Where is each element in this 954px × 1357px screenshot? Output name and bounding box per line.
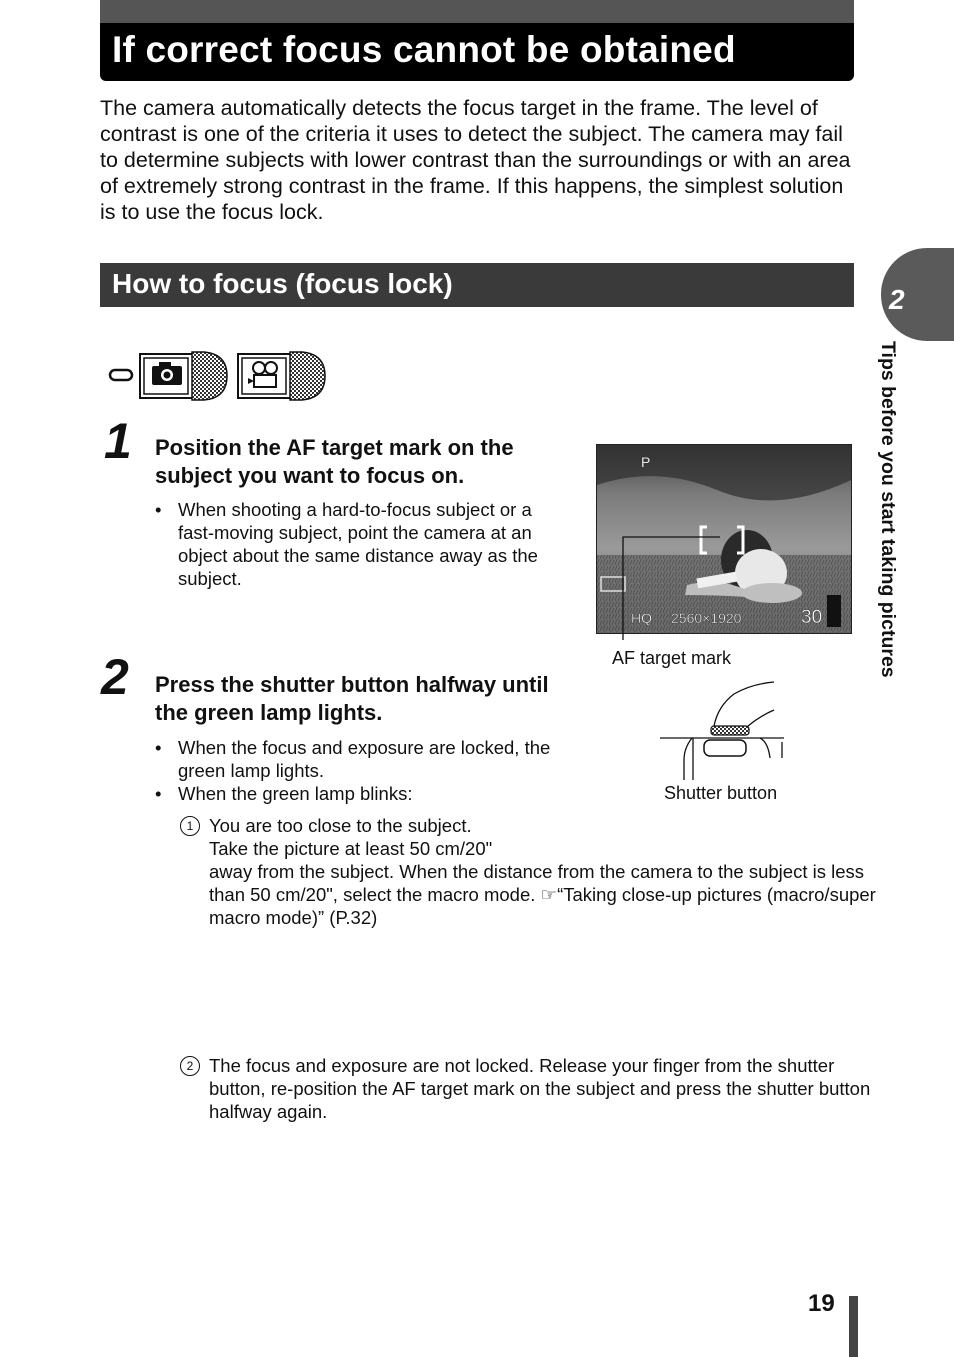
sub-item-line: You are too close to the subject. [209,815,472,836]
camera-icon [140,352,227,400]
sub-item-text: The focus and exposure are not locked. Release your finger from the shutter button, re-position the AF target mark on the subject and press the shutter button halfway again. [209,1055,871,1122]
af-leader-line [610,535,730,645]
step-bullets [155,736,575,805]
step-title: Position the AF target mark on the subject you want to focus on. [155,435,514,488]
step-number: 1 [104,413,132,469]
section-title: How to focus (focus lock) [112,268,453,299]
section-bar [100,263,854,307]
intro-paragraph: The camera automatically detects the focus target in the frame. The level of contrast is one of the criteria it uses to detect the subject. The camera may fail to determine subjects with lower contrast than the surroundings or with an area of extremely strong contrast in the frame. If this happens, the simplest solution is to use the focus lock. [100,96,851,224]
sub-item-2 [180,1054,889,1123]
reference-icon: ☞ [540,884,558,905]
lcd-mode: P [641,454,651,470]
sub-item-text: away from the subject. When the distance from the camera to the subject is less than 50 cm/20", select the macro mode. ☞“Taking close-up pictures (macro/super macro mode)” (P.32) [209,861,876,928]
af-target-caption: AF target mark [612,648,732,668]
bullet-item: • When the focus and exposure are locked, the green lamp lights. [155,737,551,781]
shutter-button-caption: Shutter button [664,783,778,803]
mode-dial-icons [108,348,328,404]
lcd-frames: 30 [801,607,823,628]
page-number: 19 [808,1290,835,1317]
page-reference[interactable]: “Taking close-up pictures (macro/super macro mode)” (P.32) [209,884,876,928]
circled-number: 1 [180,816,200,836]
circled-number: 2 [180,1056,200,1076]
sub-item-line: Take the picture at least 50 cm/20" [209,838,493,859]
chapter-number: 2 [889,284,905,315]
lcd-battery-icon [827,595,841,627]
movie-camera-icon [238,352,325,400]
page-edge-bar [849,1296,858,1357]
title-bar [100,0,854,81]
lcd-resolution: 2560×1920 [671,610,742,626]
shutter-button-illustration [656,680,791,785]
lcd-quality: HQ [631,610,652,626]
page-title: If correct focus cannot be obtained [112,29,736,70]
step-number: 2 [101,649,129,705]
chapter-tab [881,248,954,341]
step-bullets [155,498,545,590]
bullet-item: • When the green lamp blinks: [155,783,413,804]
sub-item-1 [180,814,889,929]
bullet-item: • When shooting a hard-to-focus subject or a fast-moving subject, point the camera at an object about the same distance away as the subject. [155,499,538,589]
chapter-label: Tips before you start taking pictures [877,341,899,678]
step-title: Press the shutter button halfway until the green lamp lights. [155,672,549,725]
title-stripe [100,0,854,23]
